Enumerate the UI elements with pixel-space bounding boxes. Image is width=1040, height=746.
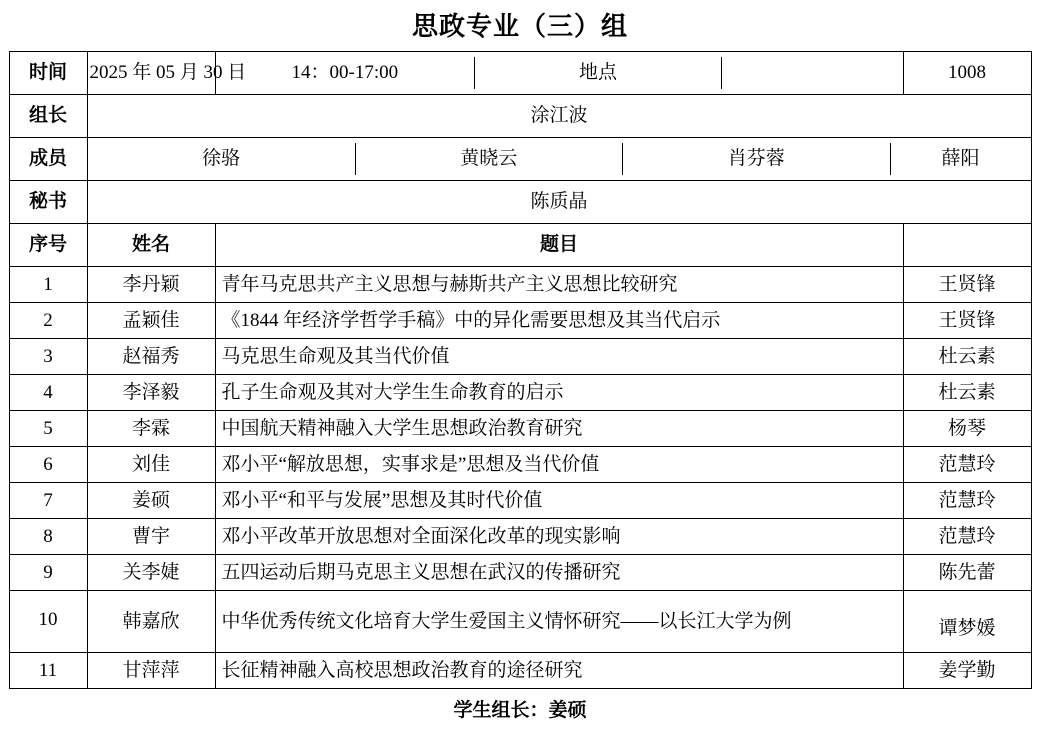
cell-name: 韩嘉欣 xyxy=(87,591,215,653)
cell-name: 赵福秀 xyxy=(87,339,215,375)
cell-name: 关李婕 xyxy=(87,555,215,591)
cell-advisor: 谭梦媛 xyxy=(903,591,1031,653)
label-place: 地点 xyxy=(475,57,722,89)
student-leader-note: 学生组长：姜硕 xyxy=(453,700,587,721)
cell-advisor: 姜学勤 xyxy=(903,653,1031,689)
cell-topic: 马克思生命观及其当代价值 xyxy=(215,339,903,375)
cell-no: 10 xyxy=(9,591,87,653)
cell-no: 4 xyxy=(9,375,87,411)
cell-advisor: 王贤锋 xyxy=(903,267,1031,303)
column-header-topic: 题目 xyxy=(215,224,903,267)
cell-name: 孟颖佳 xyxy=(87,303,215,339)
cell-topic: 孔子生命观及其对大学生生命教育的启示 xyxy=(215,375,903,411)
label-time: 时间 xyxy=(9,52,87,95)
cell-topic: 《1844 年经济学哲学手稿》中的异化需要思想及其当代启示 xyxy=(215,303,903,339)
value-place: 1008 xyxy=(903,52,1031,95)
group-schedule-table xyxy=(9,51,1032,689)
member-1: 徐骆 xyxy=(88,143,356,175)
cell-no: 8 xyxy=(9,519,87,555)
value-time-place-group xyxy=(215,52,903,95)
cell-topic: 中国航天精神融入大学生思想政治教育研究 xyxy=(215,411,903,447)
column-header-no: 序号 xyxy=(9,224,87,267)
member-2: 黄晓云 xyxy=(355,143,623,175)
table-row xyxy=(9,653,1031,689)
cell-name: 李泽毅 xyxy=(87,375,215,411)
value-secretary: 陈质晶 xyxy=(87,181,1031,224)
cell-advisor: 王贤锋 xyxy=(903,303,1031,339)
value-time: 14：00-17:00 xyxy=(216,57,475,89)
table-row xyxy=(9,519,1031,555)
cell-advisor: 杜云素 xyxy=(903,339,1031,375)
value-place-spacer xyxy=(721,57,902,89)
label-leader: 组长 xyxy=(9,95,87,138)
label-members: 成员 xyxy=(9,138,87,181)
table-row xyxy=(9,303,1031,339)
column-header-name: 姓名 xyxy=(87,224,215,267)
cell-no: 9 xyxy=(9,555,87,591)
table-row xyxy=(9,483,1031,519)
table-row xyxy=(9,267,1031,303)
value-members-group xyxy=(87,138,1031,181)
cell-topic: 五四运动后期马克思主义思想在武汉的传播研究 xyxy=(215,555,903,591)
cell-advisor: 范慧玲 xyxy=(903,483,1031,519)
table-row xyxy=(9,555,1031,591)
cell-advisor: 范慧玲 xyxy=(903,447,1031,483)
cell-no: 7 xyxy=(9,483,87,519)
table-row xyxy=(9,411,1031,447)
cell-no: 11 xyxy=(9,653,87,689)
cell-topic: 邓小平改革开放思想对全面深化改革的现实影响 xyxy=(215,519,903,555)
cell-topic: 中华优秀传统文化培育大学生爱国主义情怀研究——以长江大学为例 xyxy=(215,591,903,653)
table-row xyxy=(9,591,1031,653)
member-4: 薛阳 xyxy=(941,148,980,170)
member-3: 肖芬蓉 xyxy=(623,143,891,175)
cell-name: 李丹颖 xyxy=(87,267,215,303)
cell-advisor: 杨琴 xyxy=(903,411,1031,447)
cell-topic: 青年马克思共产主义思想与赫斯共产主义思想比较研究 xyxy=(215,267,903,303)
cell-topic: 长征精神融入高校思想政治教育的途径研究 xyxy=(215,653,903,689)
cell-no: 2 xyxy=(9,303,87,339)
cell-advisor: 范慧玲 xyxy=(903,519,1031,555)
info-row-time xyxy=(9,52,1031,95)
value-leader: 涂江波 xyxy=(87,95,1031,138)
table-row xyxy=(9,339,1031,375)
cell-name: 曹宇 xyxy=(87,519,215,555)
page-title: 思政专业（三）组 xyxy=(411,11,628,41)
cell-no: 5 xyxy=(9,411,87,447)
cell-advisor: 杜云素 xyxy=(903,375,1031,411)
cell-no: 6 xyxy=(9,447,87,483)
cell-topic: 邓小平“和平与发展”思想及其时代价值 xyxy=(215,483,903,519)
cell-no: 3 xyxy=(9,339,87,375)
cell-name: 甘萍萍 xyxy=(87,653,215,689)
cell-advisor: 陈先蕾 xyxy=(903,555,1031,591)
info-row-secretary xyxy=(9,181,1031,224)
table-row xyxy=(9,447,1031,483)
cell-no: 1 xyxy=(9,267,87,303)
cell-name: 刘佳 xyxy=(87,447,215,483)
table-row xyxy=(9,375,1031,411)
label-secretary: 秘书 xyxy=(9,181,87,224)
cell-name: 李霖 xyxy=(87,411,215,447)
cell-topic: 邓小平“解放思想，实事求是”思想及当代价值 xyxy=(215,447,903,483)
info-row-members xyxy=(9,138,1031,181)
info-row-leader xyxy=(9,95,1031,138)
column-header-advisor xyxy=(903,224,1031,267)
value-date: 2025 年 05 月 30 日 xyxy=(87,52,215,95)
cell-name: 姜硕 xyxy=(87,483,215,519)
table-header-row xyxy=(9,224,1031,267)
